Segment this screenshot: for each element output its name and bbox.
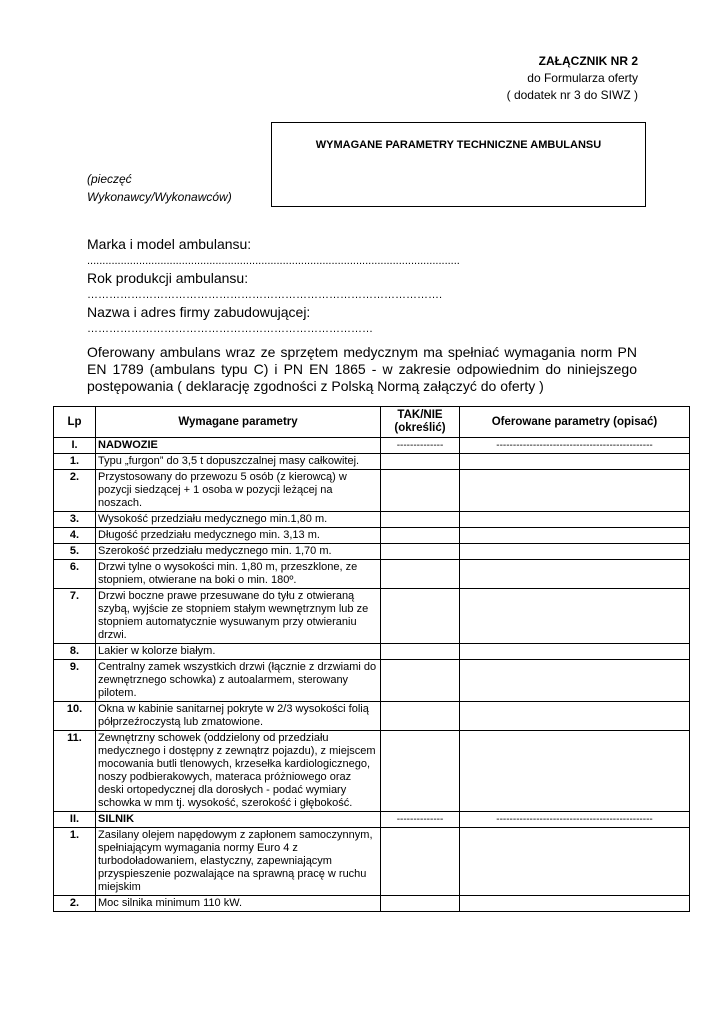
yesno-cell[interactable] bbox=[381, 470, 460, 512]
document-title: WYMAGANE PARAMETRY TECHNICZNE AMBULANSU bbox=[315, 139, 602, 151]
row-number: I. bbox=[54, 438, 96, 454]
parameters-table bbox=[53, 406, 690, 912]
offered-cell[interactable] bbox=[460, 560, 690, 589]
yesno-placeholder: -------------- bbox=[381, 438, 460, 454]
yesno-cell[interactable] bbox=[381, 454, 460, 470]
required-parameter: Drzwi boczne prawe przesuwane do tyłu z otwieraną szybą, wyjście ze stopniem stałym wewnętrznym lub ze stopniem automatycznie wysuwanym przy otwieraniu drzwi. bbox=[96, 589, 381, 644]
table-row bbox=[54, 731, 690, 812]
required-parameter: Długość przedziału medycznego min. 3,13 m. bbox=[96, 528, 381, 544]
required-parameter: Wysokość przedziału medycznego min.1,80 m. bbox=[96, 512, 381, 528]
offered-cell[interactable] bbox=[460, 644, 690, 660]
section-title: NADWOZIE bbox=[96, 438, 381, 454]
offered-cell[interactable] bbox=[460, 512, 690, 528]
offered-cell[interactable] bbox=[460, 454, 690, 470]
table-row bbox=[54, 512, 690, 528]
section-row bbox=[54, 812, 690, 828]
seal-line-2: Wykonawcy/Wykonawców) bbox=[87, 190, 232, 204]
offered-cell[interactable] bbox=[460, 896, 690, 912]
year-input-line[interactable]: ……………………………………………………………………………………. bbox=[87, 289, 443, 301]
col-yesno: TAK/NIE (określić) bbox=[381, 407, 460, 438]
required-parameter: Szerokość przedziału medycznego min. 1,70 m. bbox=[96, 544, 381, 560]
contractor-seal-label bbox=[87, 170, 232, 206]
row-number: 8. bbox=[54, 644, 96, 660]
table-row bbox=[54, 828, 690, 896]
offered-cell[interactable] bbox=[460, 528, 690, 544]
year-label: Rok produkcji ambulansu: bbox=[87, 270, 249, 286]
table-header-row bbox=[54, 407, 690, 438]
attachment-sub-ref: ( dodatek nr 3 do SIWZ ) bbox=[506, 88, 638, 102]
row-number: 3. bbox=[54, 512, 96, 528]
offered-cell[interactable] bbox=[460, 470, 690, 512]
yesno-cell[interactable] bbox=[381, 828, 460, 896]
col-offered: Oferowane parametry (opisać) bbox=[460, 407, 690, 438]
table-row bbox=[54, 702, 690, 731]
yesno-cell[interactable] bbox=[381, 731, 460, 812]
table-row bbox=[54, 660, 690, 702]
seal-line-1: (pieczęć bbox=[87, 172, 132, 186]
ambulance-fields bbox=[87, 236, 507, 338]
row-number: 4. bbox=[54, 528, 96, 544]
brand-input-line[interactable]: .......................................................................................................................... bbox=[87, 255, 460, 267]
offered-cell[interactable] bbox=[460, 544, 690, 560]
row-number: 7. bbox=[54, 589, 96, 644]
table-row bbox=[54, 589, 690, 644]
table-row bbox=[54, 544, 690, 560]
yesno-cell[interactable] bbox=[381, 702, 460, 731]
required-parameter: Lakier w kolorze białym. bbox=[96, 644, 381, 660]
attachment-header bbox=[507, 53, 638, 104]
row-number: 1. bbox=[54, 828, 96, 896]
table-row bbox=[54, 528, 690, 544]
offered-cell[interactable] bbox=[460, 702, 690, 731]
offered-placeholder: ----------------------------------------------- bbox=[460, 438, 690, 454]
yesno-cell[interactable] bbox=[381, 512, 460, 528]
yesno-cell[interactable] bbox=[381, 589, 460, 644]
row-number: 9. bbox=[54, 660, 96, 702]
table-row bbox=[54, 896, 690, 912]
yesno-cell[interactable] bbox=[381, 644, 460, 660]
offered-cell[interactable] bbox=[460, 731, 690, 812]
yesno-cell[interactable] bbox=[381, 660, 460, 702]
row-number: 2. bbox=[54, 896, 96, 912]
section-title: SILNIK bbox=[96, 812, 381, 828]
offered-cell[interactable] bbox=[460, 660, 690, 702]
required-parameter: Zasilany olejem napędowym z zapłonem samoczynnym, spełniającym wymagania normy Euro 4 z turbodoładowaniem, elastyczny, zapewniającym przyspieszenie pozwalające na sprawną pracę w ruchu miejskim bbox=[96, 828, 381, 896]
offered-placeholder: ----------------------------------------------- bbox=[460, 812, 690, 828]
row-number: 10. bbox=[54, 702, 96, 731]
col-lp: Lp bbox=[54, 407, 96, 438]
attachment-ref: do Formularza oferty bbox=[527, 71, 638, 85]
required-parameter: Centralny zamek wszystkich drzwi (łącznie z drzwiami do zewnętrznego schowka) z autoalarmem, sterowany pilotem. bbox=[96, 660, 381, 702]
intro-paragraph: Oferowany ambulans wraz ze sprzętem medycznym ma spełniać wymagania norm PN EN 1789 (ambulans typu C) i PN EN 1865 - w zakresie odpowiednim do niniejszego postępowania ( deklarację zgodności z Polską Normą załączyć do oferty ) bbox=[87, 344, 637, 394]
builder-input-line[interactable]: …………………………………………………………………… bbox=[87, 323, 373, 335]
offered-cell[interactable] bbox=[460, 589, 690, 644]
section-row bbox=[54, 438, 690, 454]
required-parameter: Drzwi tylne o wysokości min. 1,80 m, przeszklone, ze stopniem, otwierane na boki o min. 180º. bbox=[96, 560, 381, 589]
brand-label: Marka i model ambulansu: bbox=[87, 236, 252, 252]
title-box bbox=[271, 122, 646, 207]
row-number: 2. bbox=[54, 470, 96, 512]
required-parameter: Przystosowany do przewozu 5 osób (z kierowcą) w pozycji siedzącej + 1 osoba w pozycji leżącej na noszach. bbox=[96, 470, 381, 512]
builder-label: Nazwa i adres firmy zabudowującej: bbox=[87, 304, 311, 320]
row-number: 5. bbox=[54, 544, 96, 560]
yesno-cell[interactable] bbox=[381, 896, 460, 912]
yesno-cell[interactable] bbox=[381, 528, 460, 544]
table-row bbox=[54, 470, 690, 512]
offered-cell[interactable] bbox=[460, 828, 690, 896]
col-params: Wymagane parametry bbox=[96, 407, 381, 438]
yesno-placeholder: -------------- bbox=[381, 812, 460, 828]
required-parameter: Typu „furgon” do 3,5 t dopuszczalnej masy całkowitej. bbox=[96, 454, 381, 470]
row-number: 1. bbox=[54, 454, 96, 470]
required-parameter: Zewnętrzny schowek (oddzielony od przedziału medycznego i dostępny z zewnątrz pojazdu), z miejscem mocowania butli tlenowych, krzesełka kardiologicznego, noszy podbierakowych, materaca próżniowego oraz deski ortopedycznej dla dorosłych - podać wymiary schowka w mm tj. wysokość, szerokość i głębokość. bbox=[96, 731, 381, 812]
required-parameter: Okna w kabinie sanitarnej pokryte w 2/3 wysokości folią półprzeźroczystą lub zmatowione. bbox=[96, 702, 381, 731]
table-row bbox=[54, 454, 690, 470]
attachment-number: ZAŁĄCZNIK NR 2 bbox=[538, 54, 638, 68]
table-row bbox=[54, 560, 690, 589]
required-parameter: Moc silnika minimum 110 kW. bbox=[96, 896, 381, 912]
yesno-cell[interactable] bbox=[381, 560, 460, 589]
table-row bbox=[54, 644, 690, 660]
yesno-cell[interactable] bbox=[381, 544, 460, 560]
row-number: 11. bbox=[54, 731, 96, 812]
row-number: II. bbox=[54, 812, 96, 828]
row-number: 6. bbox=[54, 560, 96, 589]
